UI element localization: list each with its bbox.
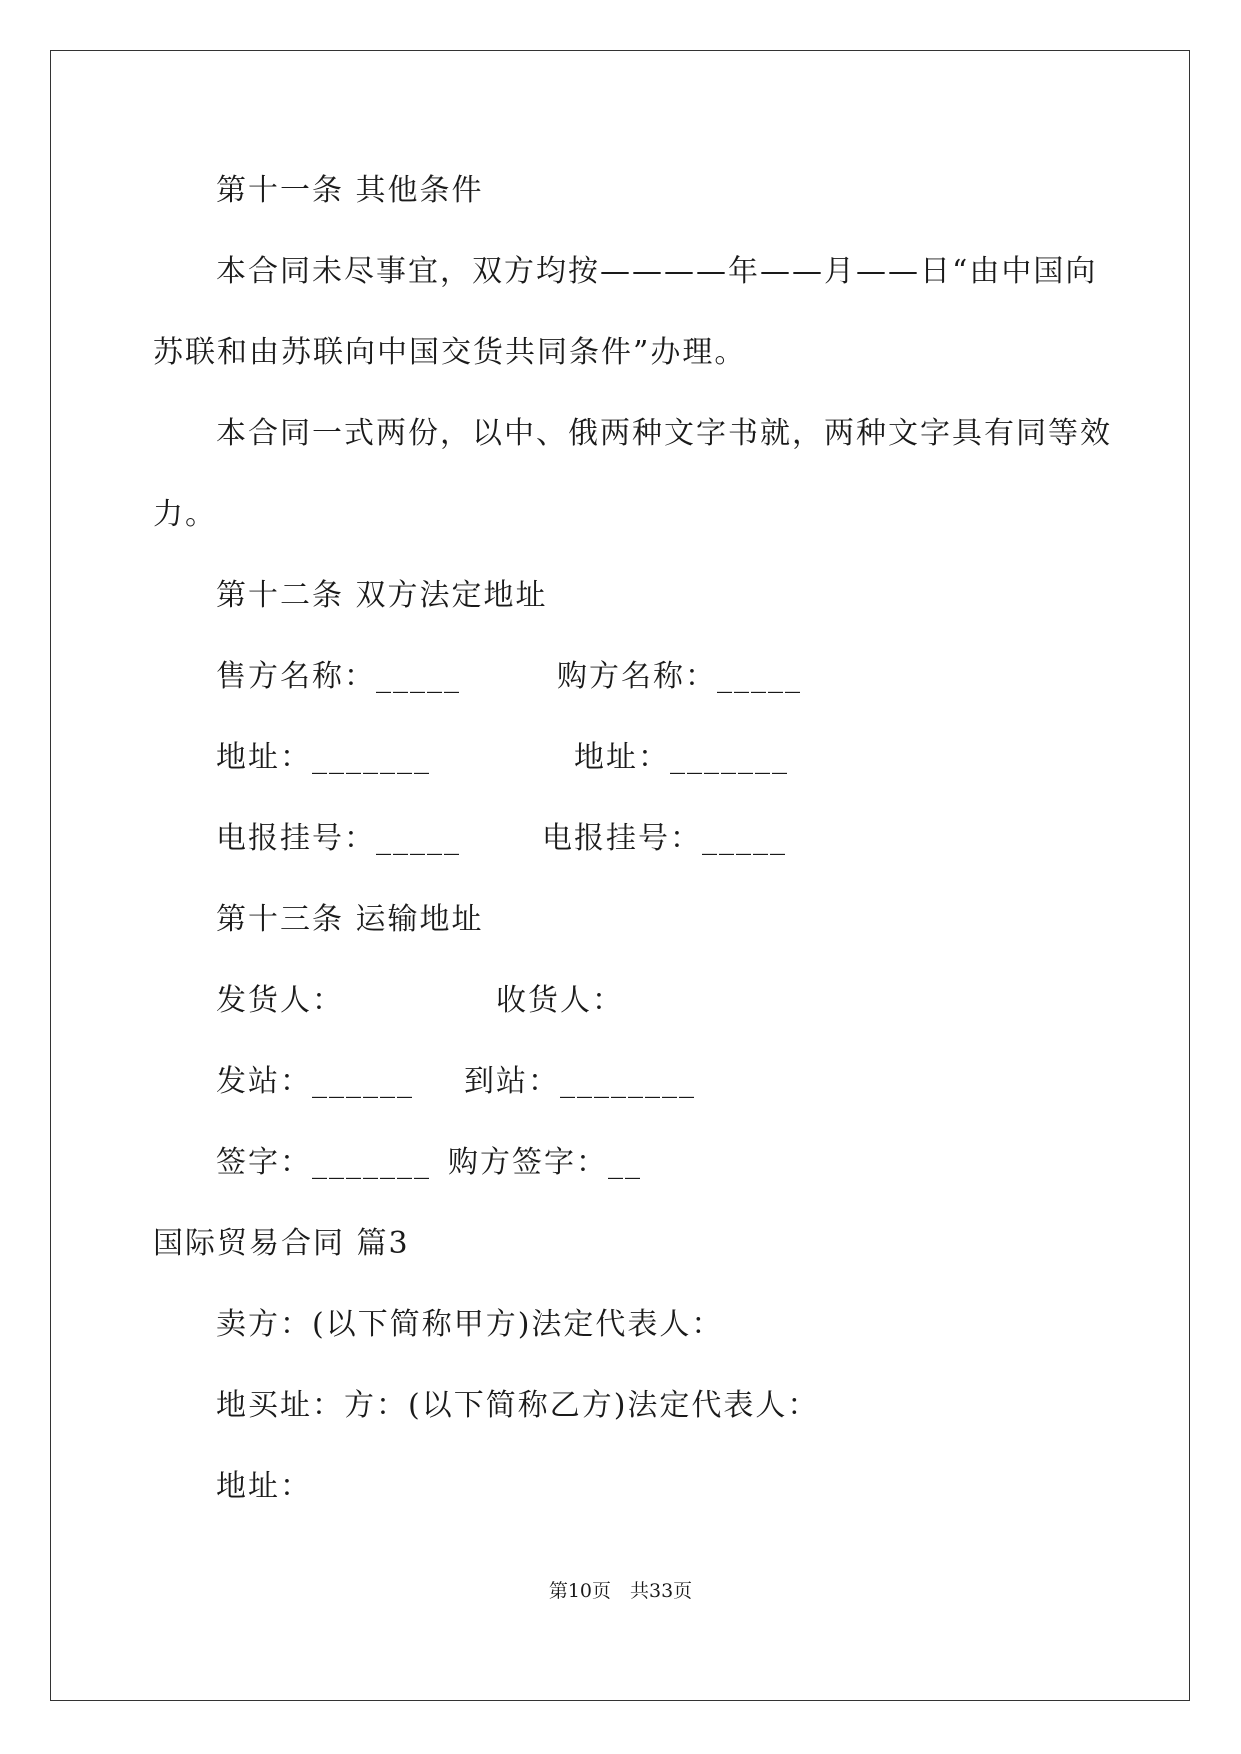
article-12-heading: 第十二条 双方法定地址	[216, 578, 548, 613]
consignee-field: 收货人：	[496, 983, 624, 1018]
buyer-telegraph-field: 电报挂号：_____	[542, 821, 787, 856]
consignor-field: 发货人：	[216, 983, 344, 1018]
buyer-address-field: 地址：_______	[574, 740, 789, 775]
article-13-heading: 第十三条 运输地址	[216, 902, 484, 937]
page-number: 第10页 共33页	[548, 1580, 693, 1602]
departure-station-field: 发站：______	[216, 1064, 414, 1099]
seller-address-field: 地址：_______	[216, 740, 431, 775]
article-11-text-2-cont: 力。	[153, 497, 217, 532]
section-title: 国际贸易合同 篇3	[153, 1226, 410, 1261]
signature-field: 签字：_______	[216, 1145, 431, 1180]
seller-name-field: 售方名称：_____	[216, 659, 461, 694]
buyer-signature-field: 购方签字：__	[448, 1145, 642, 1180]
article-11-heading: 第十一条 其他条件	[216, 173, 484, 208]
arrival-station-field: 到站：________	[464, 1064, 696, 1099]
buyer-party-line: 地买址：方：(以下简称乙方)法定代表人：	[216, 1388, 820, 1423]
article-11-text-1: 本合同未尽事宜，双方均按————年——月——日“由中国向	[216, 254, 1098, 289]
article-11-text-1-cont: 苏联和由苏联向中国交货共同条件”办理。	[153, 335, 747, 370]
page-border	[50, 50, 1190, 1701]
seller-party-line: 卖方：(以下简称甲方)法定代表人：	[216, 1307, 724, 1342]
address-line: 地址：	[216, 1469, 312, 1504]
buyer-name-field: 购方名称：_____	[557, 659, 802, 694]
seller-telegraph-field: 电报挂号：_____	[216, 821, 461, 856]
article-11-text-2: 本合同一式两份，以中、俄两种文字书就，两种文字具有同等效	[216, 416, 1112, 451]
